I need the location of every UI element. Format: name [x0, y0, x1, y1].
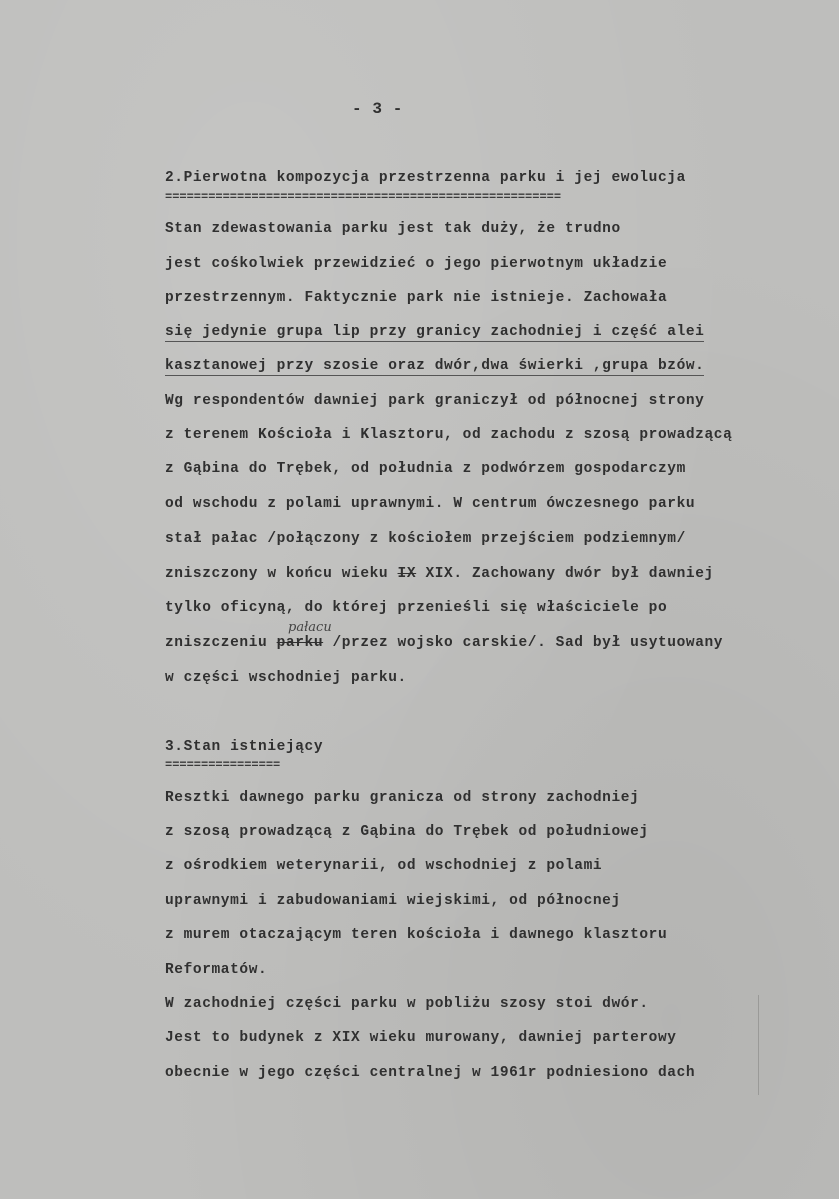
section-3-line-5: z murem otaczającym teren kościoła i dawnego klasztoru: [165, 927, 668, 943]
section-2-heading-underline: =======================================================: [165, 190, 562, 204]
section-2-line-5-text: kasztanowej przy szosie oraz dwór,dwa świerki ,grupa bzów.: [165, 358, 705, 374]
section-3-line-4: uprawnymi i zabudowaniami wiejskimi, od północnej: [165, 893, 621, 909]
section-2-line-4-text: się jedynie grupa lip przy granicy zachodniej i część alei: [165, 324, 705, 340]
section-2-line-11: [165, 566, 714, 582]
section-3-line-1: Resztki dawnego parku granicza od strony zachodniej: [165, 790, 640, 806]
section-3-heading-underline: ================: [165, 758, 281, 772]
section-2-line-14: w części wschodniej parku.: [165, 670, 407, 686]
section-2-line-13: [165, 635, 723, 651]
section-3-heading: 3.Stan istniejący: [165, 739, 324, 755]
line-11-part-b: XIX. Zachowany dwór był dawniej: [416, 566, 714, 582]
line-11-struck-text: IX: [397, 566, 417, 582]
section-2-line-9: od wschodu z polami uprawnymi. W centrum ówczesnego parku: [165, 496, 696, 512]
section-2-line-2: jest cośkolwiek przewidzieć o jego pierwotnym układzie: [165, 256, 668, 272]
section-2-heading: 2.Pierwotna kompozycja przestrzenna parku i jej ewolucja: [165, 170, 686, 186]
section-3-line-9: obecnie w jego części centralnej w 1961r podniesiono dach: [165, 1065, 696, 1081]
section-2-line-3: przestrzennym. Faktycznie park nie istnieje. Zachowała: [165, 290, 668, 306]
section-2-line-6: Wg respondentów dawniej park graniczył od północnej strony: [165, 393, 705, 409]
section-3-line-6: Reformatów.: [165, 962, 268, 978]
section-2-line-7: z terenem Kościoła i Klasztoru, od zachodu z szosą prowadzącą: [165, 427, 733, 443]
line-13-part-a: zniszczeniu: [165, 635, 277, 651]
line-13-struck-text: parku: [276, 635, 324, 651]
line-13-part-b: /przez wojsko carskie/. Sad był usytuowany: [323, 635, 724, 651]
section-2-line-10: stał pałac /połączony z kościołem przejściem podziemnym/: [165, 531, 686, 547]
section-3-line-7: W zachodniej części parku w pobliżu szosy stoi dwór.: [165, 996, 649, 1012]
margin-rule: [758, 995, 759, 1095]
section-3-line-2: z szosą prowadzącą z Gąbina do Trębek od południowej: [165, 824, 649, 840]
section-2-line-1: Stan zdewastowania parku jest tak duży, że trudno: [165, 221, 621, 237]
page-number: - 3 -: [352, 100, 404, 118]
section-2-line-4: [165, 324, 704, 340]
line-11-part-a: zniszczony w końcu wieku: [165, 566, 398, 582]
handwritten-correction: pałacu: [288, 620, 332, 635]
section-2-line-8: z Gąbina do Trębek, od południa z podwórzem gospodarczym: [165, 461, 686, 477]
section-2-line-12: tylko oficyną, do której przenieśli się właściciele po: [165, 600, 668, 616]
section-3-line-8: Jest to budynek z XIX wieku murowany, dawniej parterowy: [165, 1030, 677, 1046]
section-3-line-3: z ośrodkiem weterynarii, od wschodniej z polami: [165, 858, 603, 874]
section-2-line-5: [165, 358, 704, 374]
